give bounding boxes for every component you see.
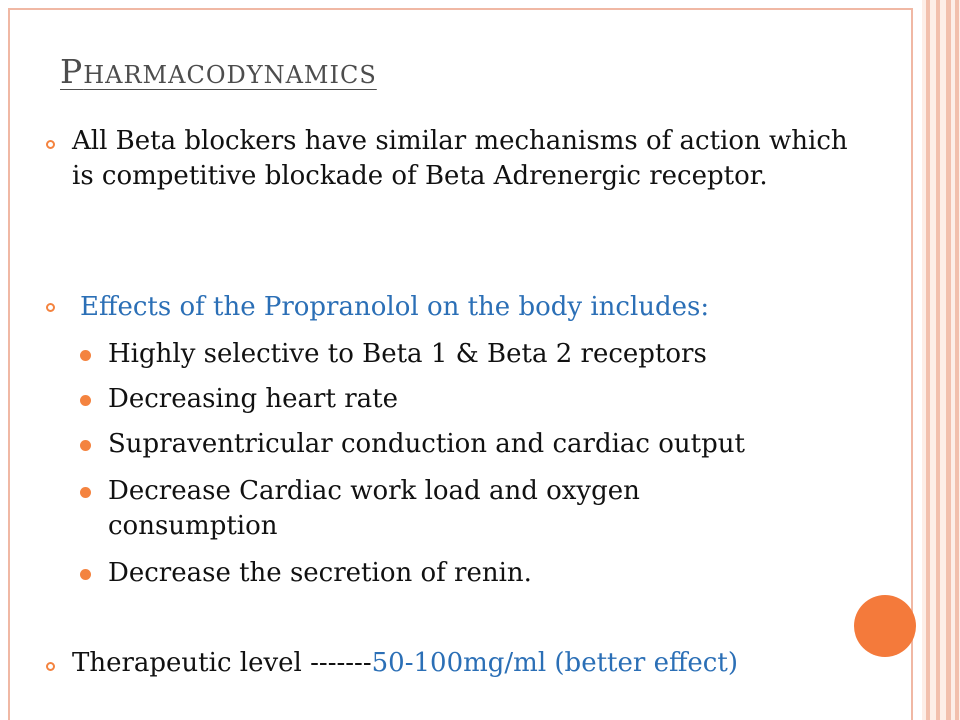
therapeutic-label: Therapeutic level ------- (72, 648, 372, 678)
sub-bullet-dot-icon (80, 569, 91, 580)
title-rest: HARMACODYNAMICS (83, 61, 377, 89)
stripe (936, 0, 940, 720)
bullet-ring-icon (46, 662, 55, 671)
bullet-effects: Effects of the Propranolol on the body includes: (80, 292, 710, 322)
sub-bullet-renin: Decrease the secretion of renin. (108, 558, 532, 588)
sub-bullet-heart-rate: Decreasing heart rate (108, 384, 398, 414)
slide-title (60, 52, 377, 91)
stripe (946, 0, 951, 720)
sub-bullet-work-load: Decrease Cardiac work load and oxygen consumption (108, 476, 640, 541)
decorative-circle (854, 595, 916, 657)
bullet-ring-icon (46, 140, 55, 149)
sub-bullet-dot-icon (80, 487, 91, 498)
sub-bullet-dot-icon (80, 350, 91, 361)
title-initial: P (60, 52, 84, 91)
bullet-therapeutic-level (72, 646, 852, 681)
decorative-stripes (922, 0, 960, 720)
sub-bullet-dot-icon (80, 440, 91, 451)
stripe (926, 0, 930, 720)
sub-bullet-conduction: Supraventricular conduction and cardiac output (108, 429, 745, 459)
sub-bullet-selectivity: Highly selective to Beta 1 & Beta 2 receptors (108, 339, 707, 369)
bullet-mechanism: All Beta blockers have similar mechanisms of action which is competitive blockade of Beta Adrenergic receptor. (72, 126, 848, 191)
stripe (955, 0, 959, 720)
bullet-ring-icon (46, 303, 55, 312)
sub-bullet-dot-icon (80, 395, 91, 406)
therapeutic-value: 50-100mg/ml (better effect) (371, 648, 738, 678)
